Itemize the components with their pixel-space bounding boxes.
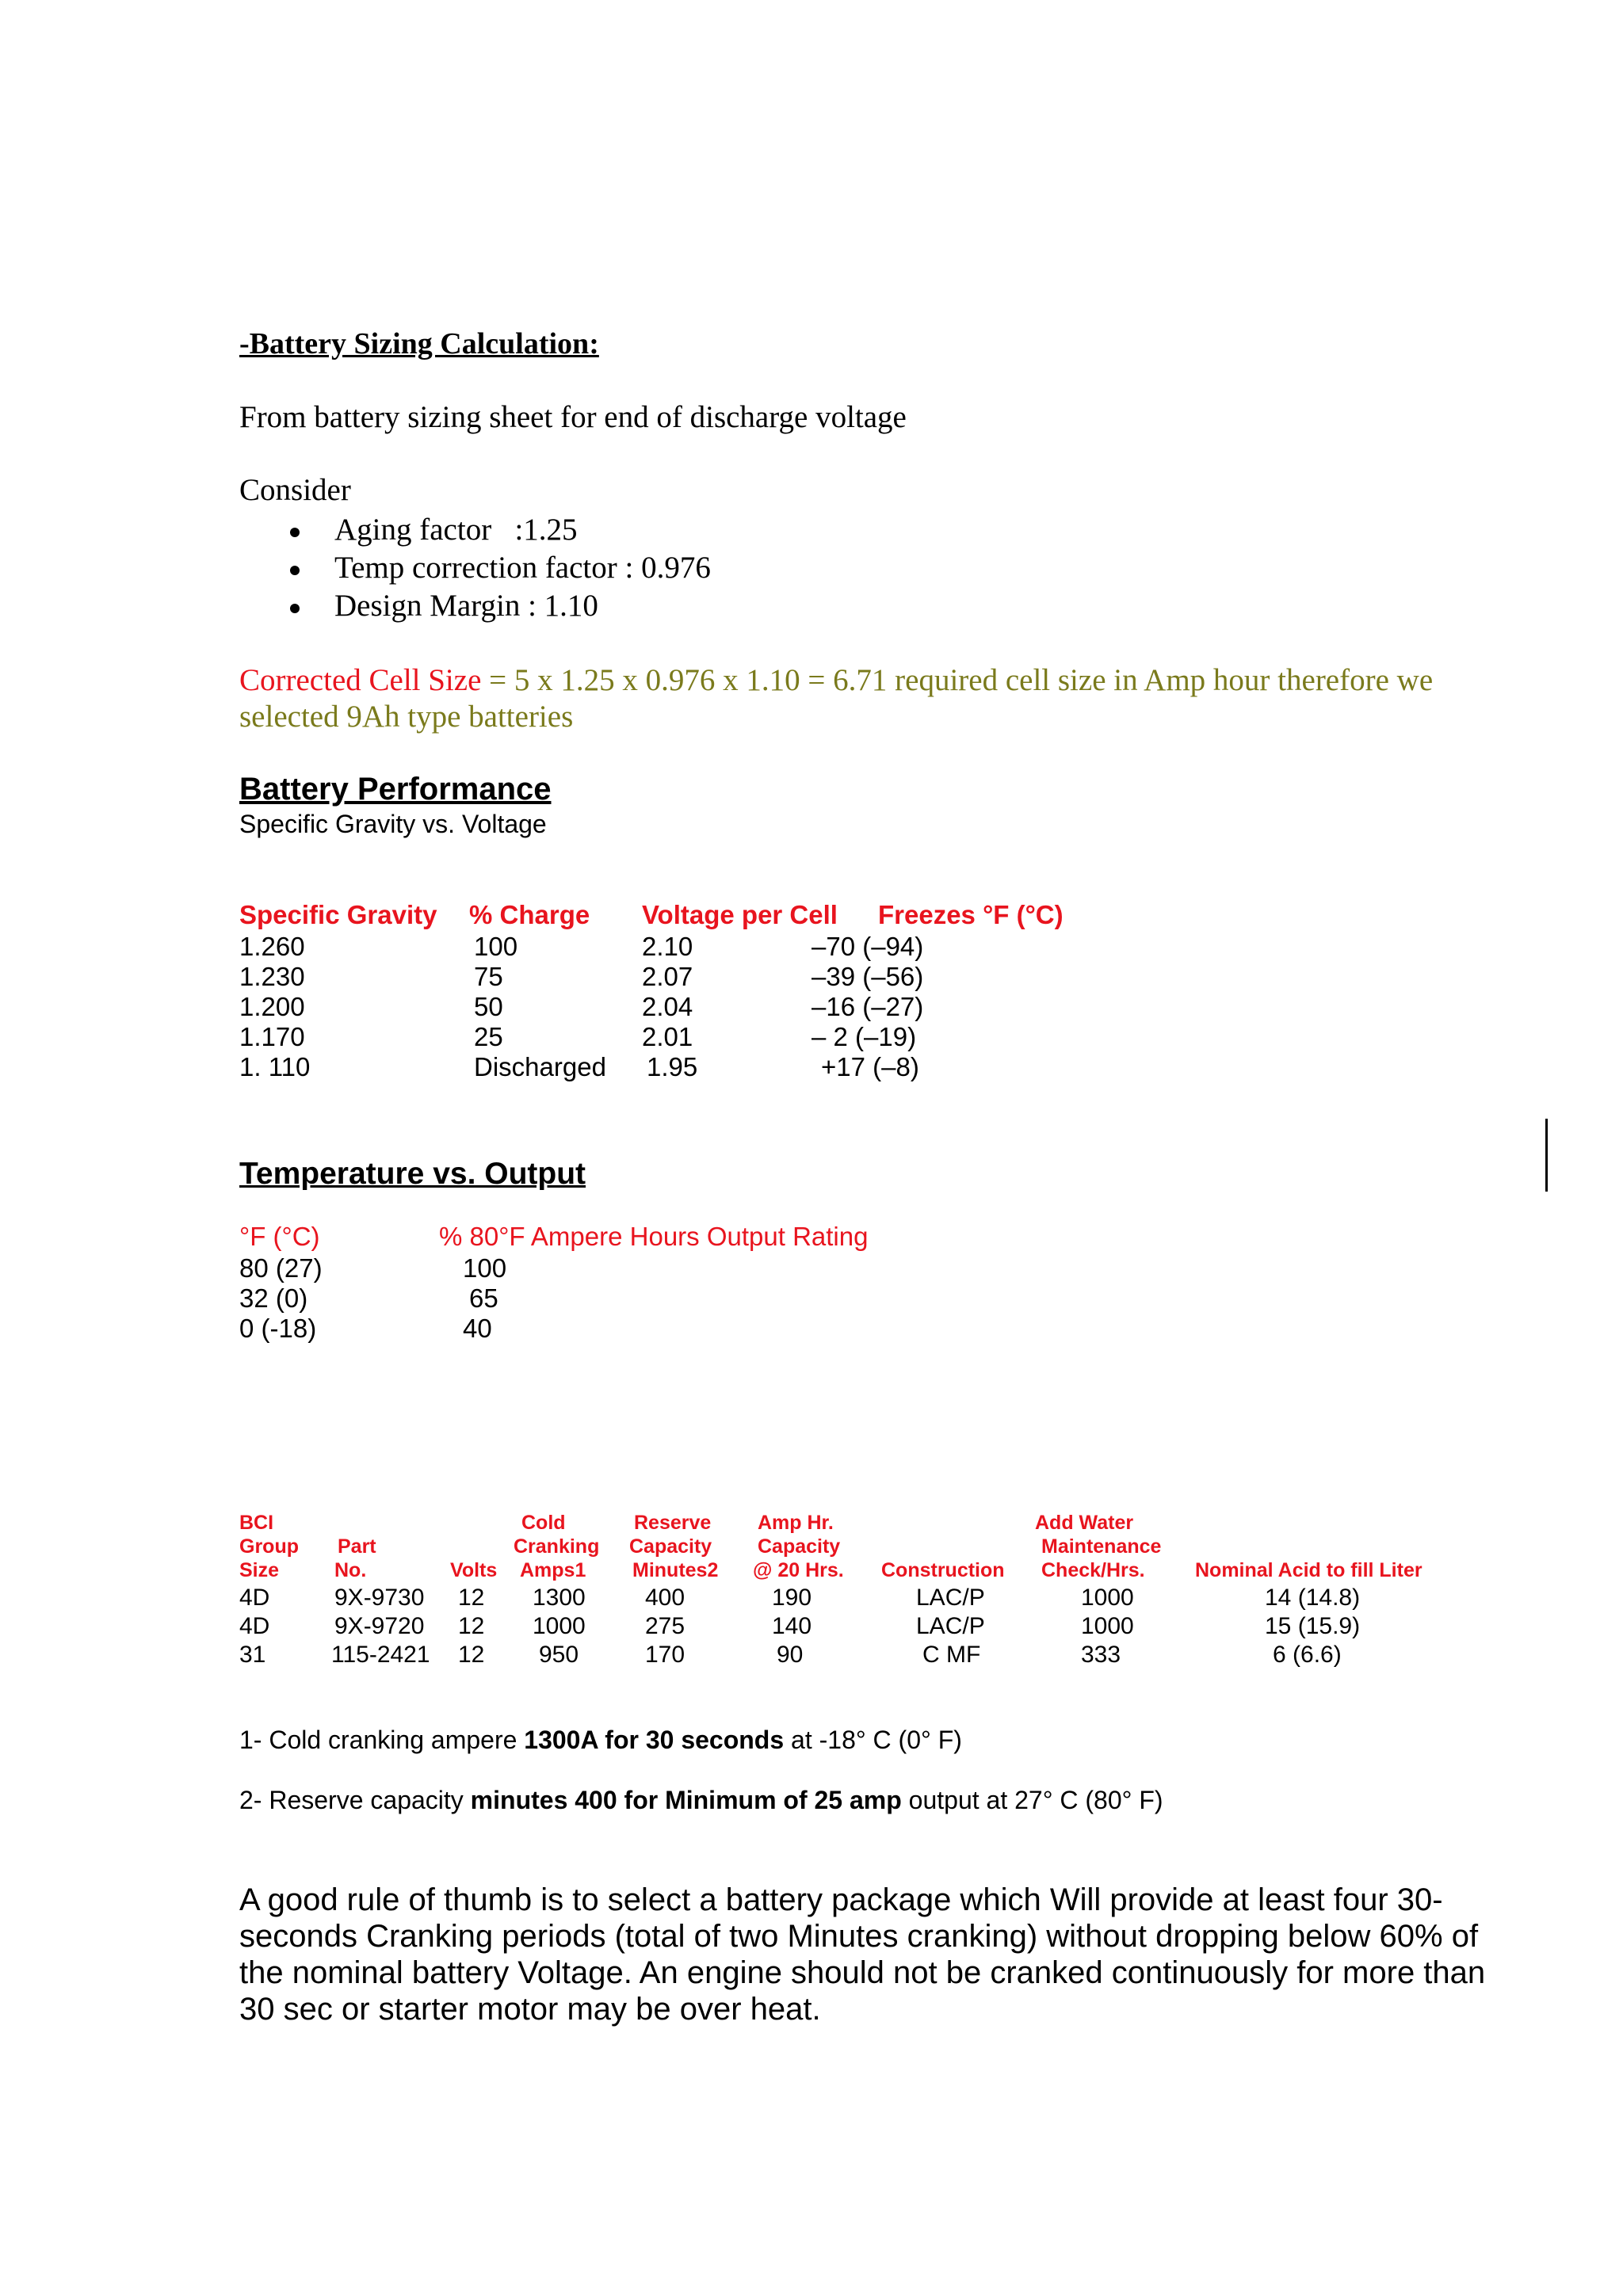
note-cold-cranking	[239, 1726, 962, 1755]
bci-cell: 9X-9730	[334, 1585, 425, 1611]
bci-header: Nominal Acid to fill Liter	[1195, 1559, 1423, 1581]
bci-cell: 9X-9720	[334, 1613, 425, 1639]
note-text: at -18° C (0° F)	[784, 1726, 962, 1754]
corrected-line2: selected 9Ah type batteries	[239, 700, 574, 734]
bci-cell: 12	[458, 1585, 485, 1611]
sg-cell: 1.260	[239, 932, 305, 961]
bci-header: Amps1	[520, 1559, 586, 1581]
bci-cell: 90	[777, 1642, 804, 1668]
sg-cell: 50	[474, 992, 503, 1021]
battery-performance-title: Battery Performance	[239, 772, 552, 807]
bci-cell: LAC/P	[916, 1613, 985, 1639]
bci-cell: 12	[458, 1613, 485, 1639]
bci-header: Check/Hrs.	[1041, 1559, 1145, 1581]
sg-cell: 1. 110	[239, 1052, 311, 1081]
bci-cell: 333	[1081, 1642, 1121, 1668]
bci-cell: 275	[645, 1613, 685, 1639]
sg-cell: 2.01	[642, 1022, 693, 1051]
sg-header-charge: % Charge	[469, 900, 590, 929]
intro-text: From battery sizing sheet for end of discharge voltage	[239, 400, 907, 434]
bci-header: Capacity	[629, 1535, 712, 1558]
to-cell: 80 (27)	[239, 1253, 323, 1283]
bullet-icon	[290, 528, 300, 537]
note-reserve-capacity	[239, 1786, 1163, 1815]
to-cell: 32 (0)	[239, 1283, 308, 1313]
sg-cell: 2.04	[642, 992, 693, 1021]
bci-cell: 170	[645, 1642, 685, 1668]
bci-header: Construction	[881, 1559, 1005, 1581]
bci-cell: 1000	[533, 1613, 586, 1639]
bci-cell: LAC/P	[916, 1585, 985, 1611]
bci-header: Volts	[450, 1559, 498, 1581]
bci-cell: 115-2421	[331, 1642, 430, 1668]
bci-header: Size	[239, 1559, 280, 1581]
sg-cell: –70 (–94)	[812, 932, 924, 961]
to-header-output: % 80°F Ampere Hours Output Rating	[439, 1222, 869, 1251]
bci-cell: 31	[239, 1642, 266, 1668]
page-title: -Battery Sizing Calculation:	[239, 327, 599, 360]
bci-cell: C MF	[922, 1642, 981, 1668]
temperature-output-title: Temperature vs. Output	[239, 1157, 586, 1191]
bci-header: Maintenance	[1041, 1535, 1162, 1558]
sg-cell: 75	[474, 962, 503, 991]
note-emphasis: 1300A for 30 seconds	[524, 1726, 785, 1754]
sg-cell: –16 (–27)	[812, 992, 924, 1021]
to-cell: 100	[463, 1253, 507, 1283]
sg-header-gravity: Specific Gravity	[239, 900, 437, 929]
note-text: 1- Cold cranking ampere	[239, 1726, 525, 1754]
factor-label: Temp correction factor : 0.976	[334, 551, 711, 585]
bci-header: @ 20 Hrs.	[753, 1559, 844, 1581]
bci-cell: 400	[645, 1585, 685, 1611]
note-text: output at 27° C (80° F)	[901, 1786, 1163, 1814]
bci-cell: 950	[539, 1642, 579, 1668]
bci-header: Add Water	[1035, 1512, 1134, 1534]
bci-header: No.	[334, 1559, 367, 1581]
bullet-icon	[290, 604, 300, 613]
bci-cell: 1000	[1081, 1613, 1134, 1639]
sg-cell: +17 (–8)	[821, 1052, 919, 1081]
bci-header: Part	[338, 1535, 376, 1558]
to-cell: 65	[469, 1283, 498, 1313]
sg-cell: Discharged	[474, 1052, 606, 1081]
sg-cell: 25	[474, 1022, 503, 1051]
sg-cell: 2.10	[642, 932, 693, 961]
rule-of-thumb-line: A good rule of thumb is to select a battery package which Will provide at least four 30-	[239, 1882, 1443, 1917]
sg-cell: 1.170	[239, 1022, 305, 1051]
bci-header: Cranking	[514, 1535, 600, 1558]
bci-header: Cold	[521, 1512, 566, 1534]
note-emphasis: minutes 400 for Minimum of 25 amp	[470, 1786, 902, 1814]
bci-cell: 4D	[239, 1585, 270, 1611]
bci-header: Minutes2	[632, 1559, 719, 1581]
sg-cell: 1.95	[647, 1052, 698, 1081]
factor-item-temp	[290, 550, 711, 585]
sg-cell: –39 (–56)	[812, 962, 924, 991]
factor-label: Aging factor	[334, 513, 492, 547]
to-header-temp: °F (°C)	[239, 1222, 320, 1251]
margin-change-bar	[1545, 1119, 1548, 1192]
note-text: 2- Reserve capacity	[239, 1786, 471, 1814]
corrected-label: Corrected Cell Size	[239, 663, 482, 697]
bci-cell: 14 (14.8)	[1265, 1585, 1361, 1611]
bci-header: Capacity	[758, 1535, 841, 1558]
sg-cell: 2.07	[642, 962, 693, 991]
bci-cell: 190	[772, 1585, 812, 1611]
factor-label: Design Margin : 1.10	[334, 589, 598, 623]
bci-cell: 1300	[533, 1585, 586, 1611]
bci-header: Group	[239, 1535, 299, 1558]
to-cell: 40	[463, 1314, 492, 1343]
battery-performance-subtitle: Specific Gravity vs. Voltage	[239, 810, 547, 838]
sg-cell: 1.200	[239, 992, 305, 1021]
corrected-formula: = 5 x 1.25 x 0.976 x 1.10 = 6.71 required cell size in Amp hour therefore we	[481, 663, 1434, 697]
rule-of-thumb-line: seconds Cranking periods (total of two Minutes cranking) without dropping below 60% of	[239, 1919, 1479, 1954]
factor-item-aging	[290, 512, 578, 547]
bci-header: Reserve	[634, 1512, 712, 1534]
sg-header-freezes: Freezes °F (°C)	[878, 900, 1064, 929]
rule-of-thumb-line: the nominal battery Voltage. An engine should not be cranked continuously for more than	[239, 1955, 1486, 1990]
rule-of-thumb-line: 30 sec or starter motor may be over heat.	[239, 1992, 821, 2027]
bci-cell: 6 (6.6)	[1273, 1642, 1342, 1668]
factor-item-margin	[290, 588, 598, 624]
corrected-cell-size	[239, 662, 1433, 698]
sg-cell: – 2 (–19)	[812, 1022, 917, 1051]
sg-header-voltage: Voltage per Cell	[642, 900, 838, 929]
bci-cell: 12	[458, 1642, 485, 1668]
sg-cell: 100	[474, 932, 518, 961]
bullet-icon	[290, 566, 300, 575]
sg-cell: 1.230	[239, 962, 305, 991]
factor-value: :1.25	[514, 513, 578, 547]
bci-header: BCI	[239, 1512, 274, 1534]
bci-cell: 1000	[1081, 1585, 1134, 1611]
bci-header: Amp Hr.	[758, 1512, 834, 1534]
bci-cell: 4D	[239, 1613, 270, 1639]
to-cell: 0 (-18)	[239, 1314, 317, 1343]
consider-label: Consider	[239, 473, 351, 507]
bci-cell: 15 (15.9)	[1265, 1613, 1361, 1639]
bci-cell: 140	[772, 1613, 812, 1639]
